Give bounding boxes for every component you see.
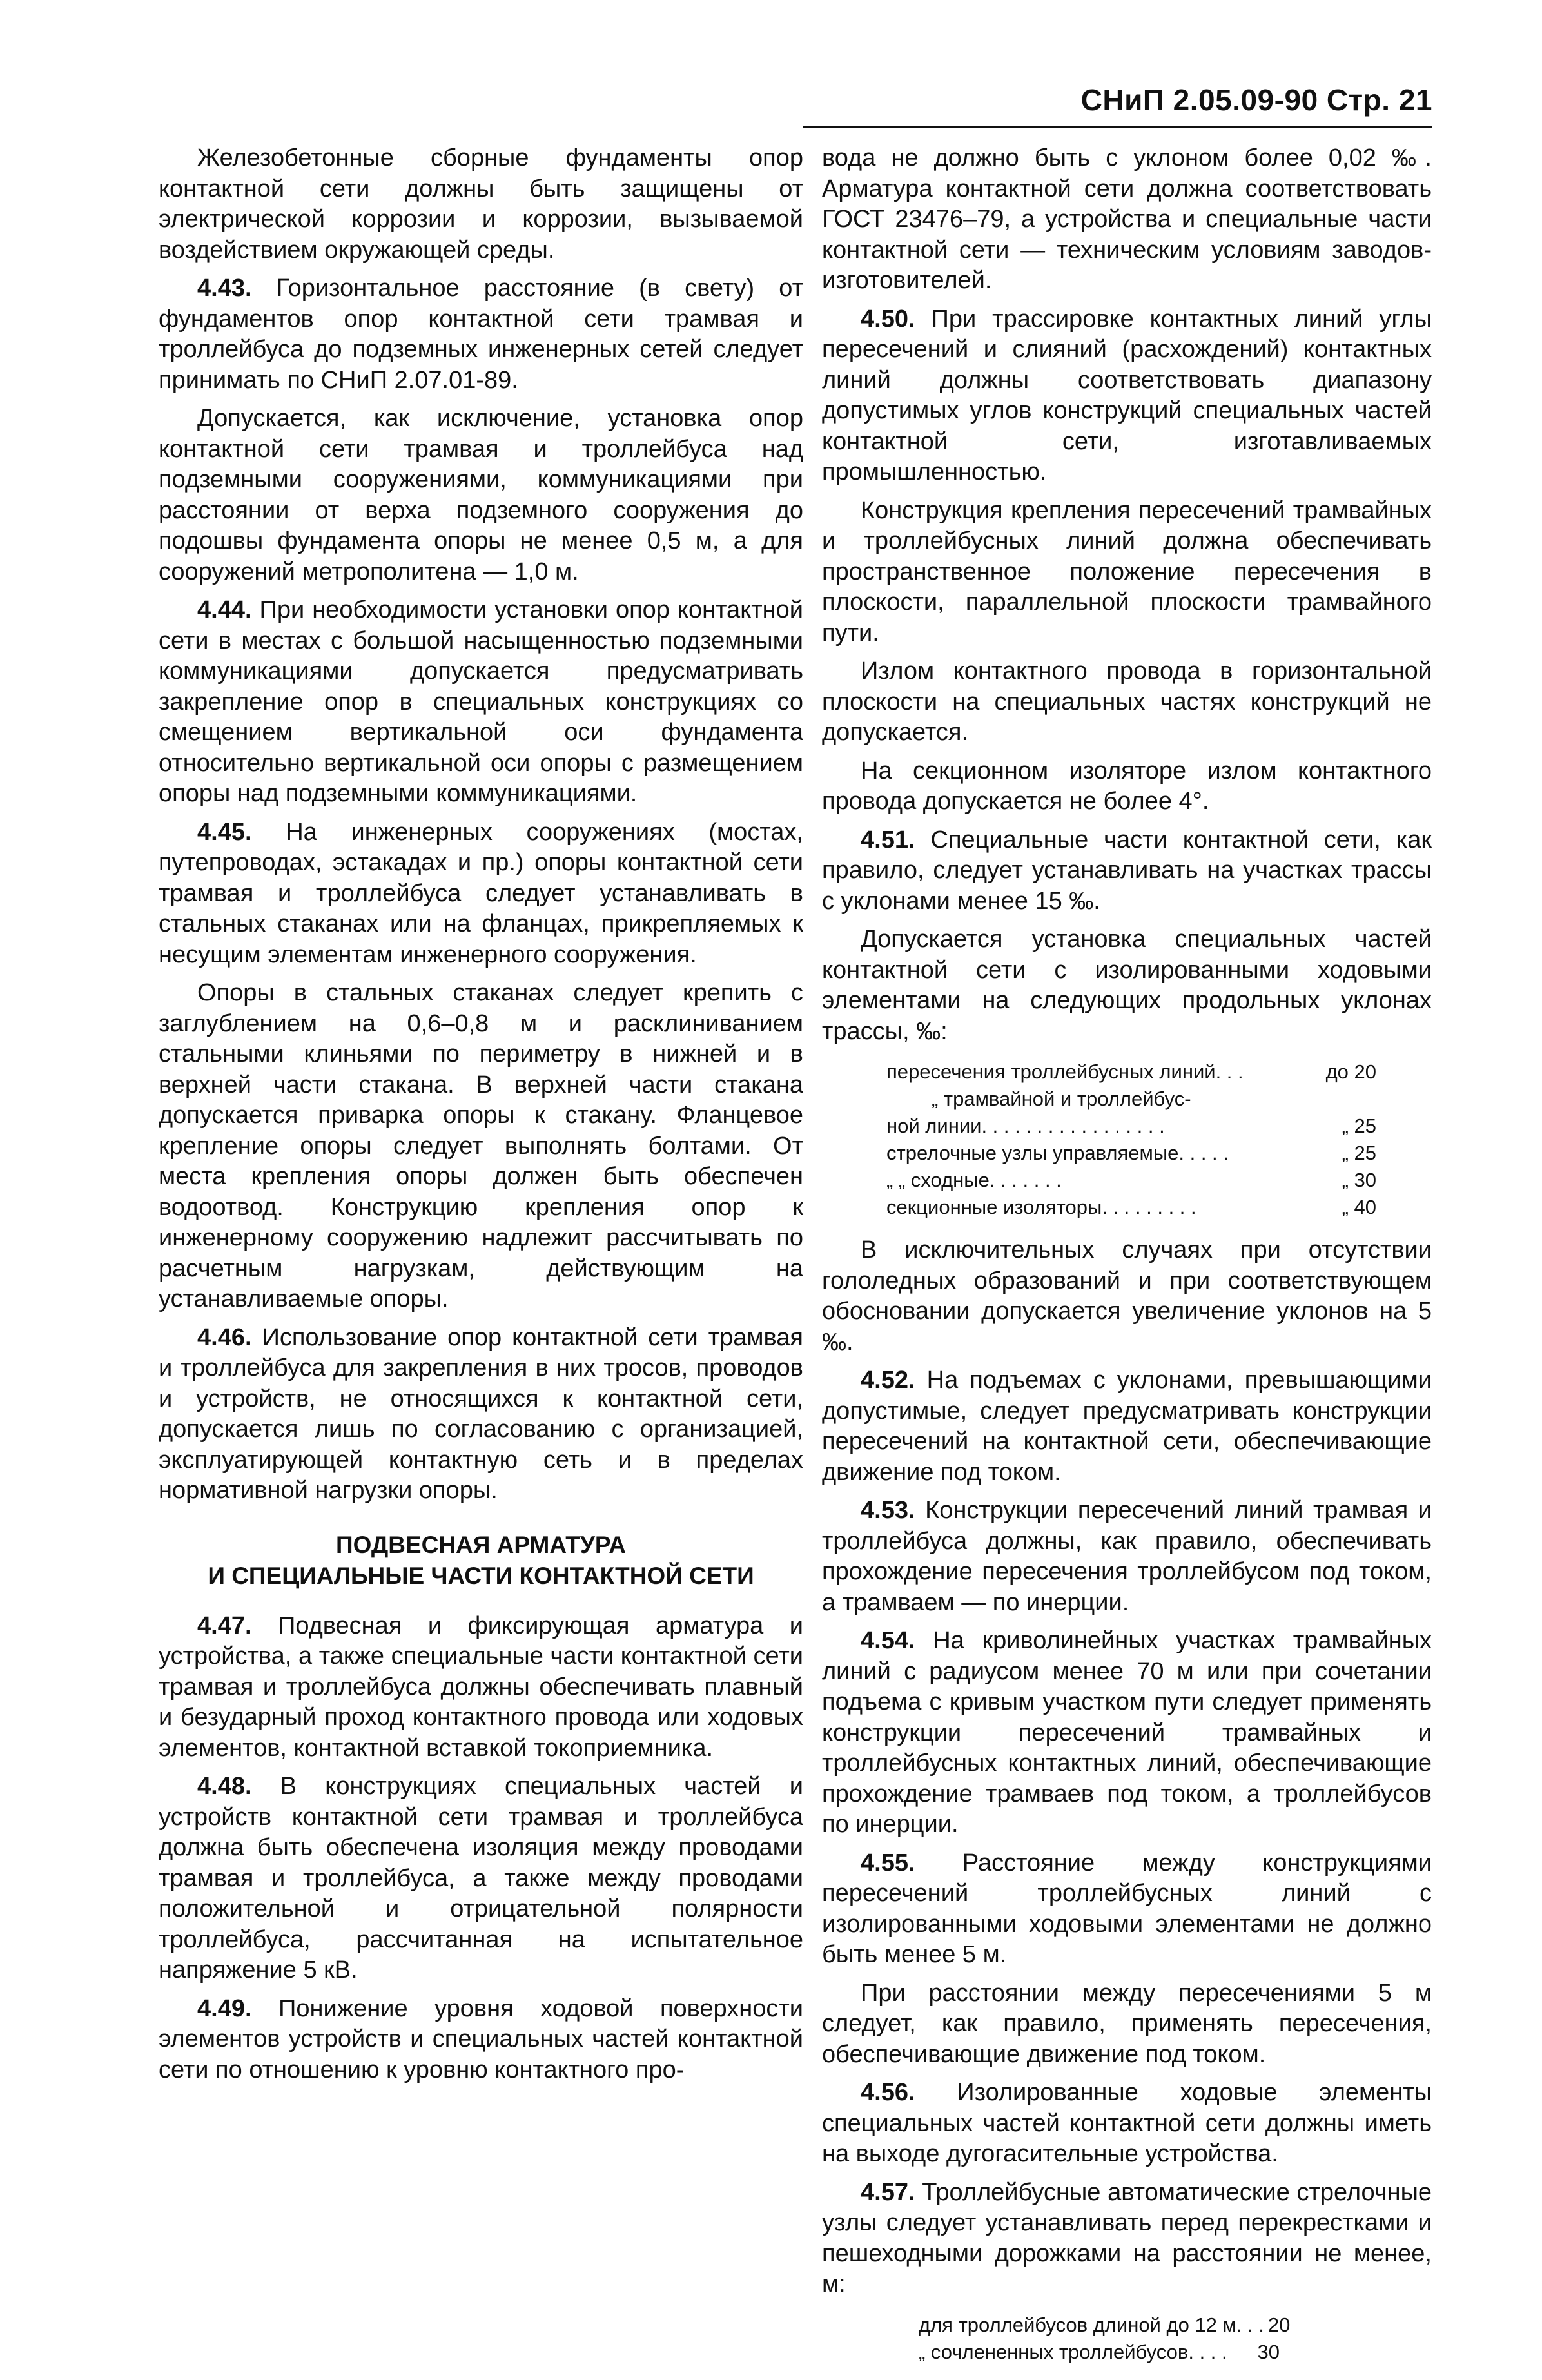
clause-number: 4.55. bbox=[861, 1849, 915, 1877]
clause-4-53 bbox=[822, 1496, 1432, 1618]
page-header: СНиП 2.05.09-90 Стр. 21 bbox=[1080, 83, 1432, 117]
leader-dots: . . . . . . . . . . . . . . . . . bbox=[981, 1115, 1165, 1137]
list-item-label: „ „ сходные bbox=[886, 1169, 990, 1191]
clause-4-51 bbox=[822, 825, 1432, 917]
list-item-label: „ сочлененных троллейбусов bbox=[919, 2340, 1189, 2363]
clause-4-57 bbox=[822, 2178, 1432, 2300]
section-heading-line: И СПЕЦИАЛЬНЫЕ ЧАСТИ КОНТАКТНОЙ СЕТИ bbox=[208, 1562, 754, 1589]
clause-number: 4.57. bbox=[861, 2178, 915, 2206]
clause-number: 4.45. bbox=[197, 818, 252, 846]
list-item bbox=[919, 2339, 1280, 2366]
clause-text: На криволинейных участках трамвайных линий с радиусом менее 70 м или при сочетании подъема с кривым участком пути следует применять конструкции пересечений трамвайных и троллейбусных контактных линий, обеспечивающие прохождение трамваев под током, а троллейбусов по инерции. bbox=[822, 1627, 1432, 1838]
left-column bbox=[159, 143, 803, 2093]
leader-dots: . . . . . bbox=[1178, 1142, 1229, 1164]
clause-text: Подвесная и фиксирующая арматура и устройства, а также специальные части контактной сети трамвая и троллейбуса должны обеспечивать плавный и безударный проход контактного провода или ходовых элементов, контактной вставкой токоприемника. bbox=[159, 1612, 803, 1762]
clause-text: Использование опор контактной сети трамвая и троллейбуса для закрепления в них тросов, проводов и устройств, не относящихся к контактной сети, допускается лишь по согласованию с организацией, эксплуатирующей контактную сеть и в пределах нормативной нагрузки опоры. bbox=[159, 1323, 804, 1504]
list-item-value: „ 25 bbox=[1342, 1115, 1376, 1137]
clause-text: Троллейбусные автоматические стрелочные узлы следует устанавливать перед перекрестками и пешеходными дорожками на расстоянии не менее, м: bbox=[822, 2178, 1432, 2297]
leader-dots: . . . . bbox=[1188, 2340, 1227, 2363]
list-item bbox=[919, 2312, 1291, 2339]
list-item-value: 30 bbox=[1257, 2340, 1280, 2363]
list-item-value: „ 30 bbox=[1342, 1169, 1376, 1191]
list-item bbox=[886, 1058, 1376, 1086]
clause-number: 4.47. bbox=[197, 1612, 252, 1639]
clause-text: На инженерных сооружениях (мостах, путепроводах, эстакадах и пр.) опоры контактной сети трамвая и троллейбуса следует устанавливать в стальных стаканах или на фланцах, прикрепляемых к несущим элементам инженерного сооружения. bbox=[159, 818, 803, 968]
clause-number: 4.43. bbox=[197, 275, 252, 302]
clause-number: 4.48. bbox=[197, 1773, 252, 1800]
leader-dots: . . . bbox=[1236, 2313, 1264, 2336]
paragraph: На секционном изоляторе излом контактного провода допускается не более 4°. bbox=[822, 757, 1432, 815]
leader-dots: . . . . . . . bbox=[989, 1169, 1062, 1191]
right-column bbox=[822, 143, 1432, 2380]
list-item bbox=[886, 1194, 1376, 1221]
clause-text: Понижение уровня ходовой поверхности элементов устройств и специальных частей контактной сети по отношению к уровню контактного про- bbox=[159, 1995, 804, 2083]
clause-4-49 bbox=[159, 1994, 803, 2086]
list-item-value: „ 25 bbox=[1342, 1142, 1376, 1164]
clause-4-52 bbox=[822, 1365, 1432, 1488]
list-item bbox=[886, 1167, 1376, 1194]
list-item-value bbox=[1372, 1086, 1376, 1113]
leader-dots: . . . bbox=[1215, 1060, 1244, 1083]
clause-number: 4.44. bbox=[197, 596, 252, 623]
paragraph: При расстоянии между пересечениями 5 м следует, как правило, применять пересечения, обеспечивающие движение под током. bbox=[822, 1979, 1432, 2068]
paragraph: Конструкция крепления пересечений трамвайных и троллейбусных линий должна обеспечивать пространственное положение пересечения в плоскости, параллельной плоскости трамвайного пути. bbox=[822, 496, 1432, 647]
paragraph: Допускается, как исключение, установка опор контактной сети трамвая и троллейбуса над подземными сооружениями, коммуникациями при расстоянии от верха подземного сооружения до подошвы фундамента опоры не менее 0,5 м, а для сооружений метрополитена — 1,0 м. bbox=[159, 405, 803, 585]
list-item-label: „ трамвайной и троллейбус- bbox=[932, 1088, 1191, 1110]
list-item-label: стрелочные узлы управляемые bbox=[886, 1142, 1179, 1164]
clause-text: Изолированные ходовые элементы специальных частей контактной сети должны иметь на выходе дугогасительные устройства. bbox=[822, 2079, 1432, 2167]
clause-text: При трассировке контактных линий углы пересечений и слияний (расхождений) контактных линий должны соответствовать диапазону допустимых углов конструкций специальных частей контактной сети, изготавливаемых промышленностью. bbox=[822, 305, 1432, 485]
list-item-value: до 20 bbox=[1325, 1060, 1376, 1083]
clause-text: Конструкции пересечений линий трамвая и троллейбуса должны, как правило, обеспечивать прохождение пересечения троллейбусом под током, а трамваем — по инерции. bbox=[822, 1497, 1432, 1616]
list-item bbox=[886, 1086, 1376, 1113]
list-item-label: для троллейбусов длиной до 12 м bbox=[919, 2313, 1236, 2336]
distance-list bbox=[919, 2312, 1291, 2366]
clause-4-43 bbox=[159, 273, 803, 396]
clause-text: При необходимости установки опор контактной сети в местах с большой насыщенностью подземными коммуникациями допускается предусматривать закрепление опор в специальных конструкциях со смещением вертикальной оси фундамента относительно вертикальной оси опоры с размещением опоры над подземными коммуникациями. bbox=[159, 596, 803, 807]
clause-number: 4.54. bbox=[861, 1627, 915, 1654]
clause-4-45 bbox=[159, 817, 803, 971]
clause-number: 4.52. bbox=[861, 1367, 915, 1394]
paragraph: Излом контактного провода в горизонтальной плоскости на специальных частях конструкций не допускается. bbox=[822, 658, 1432, 746]
header-rule bbox=[803, 126, 1432, 128]
list-item-label: пересечения троллейбусных линий bbox=[886, 1060, 1216, 1083]
clause-4-50 bbox=[822, 304, 1432, 488]
list-item-label: ной линии bbox=[886, 1115, 982, 1137]
paragraph: Допускается установка специальных частей контактной сети с изолированными ходовыми элементами на следующих продольных уклонах трассы, ‰: bbox=[822, 926, 1432, 1045]
slope-list bbox=[886, 1058, 1376, 1221]
clause-4-46 bbox=[159, 1323, 803, 1507]
section-heading-line: ПОДВЕСНАЯ АРМАТУРА bbox=[335, 1531, 627, 1558]
paragraph: В исключительных случаях при отсутствии гололедных образований и при соответствующем обосновании допускается увеличение уклонов на 5 ‰. bbox=[822, 1236, 1432, 1356]
clause-text: Специальные части контактной сети, как правило, следует устанавливать на участках трассы с уклонами менее 15 ‰. bbox=[822, 826, 1432, 915]
clause-text: На подъемах с уклонами, превышающими допустимые, следует предусматривать конструкции пересечений на контактной сети, обеспечивающие движение под током. bbox=[822, 1367, 1432, 1486]
clause-text: Горизонтальное расстояние (в свету) от фундаментов опор контактной сети трамвая и троллейбуса до подземных инженерных сетей следует принимать по СНиП 2.07.01-89. bbox=[159, 275, 803, 394]
clause-text: Расстояние между конструкциями пересечений троллейбусных линий с изолированными ходовыми элементами не должно быть менее 5 м. bbox=[822, 1849, 1432, 1968]
list-item-value: „ 40 bbox=[1342, 1196, 1376, 1218]
list-item bbox=[886, 1140, 1376, 1167]
paragraph: вода не должно быть с уклоном более 0,02 ‰. Арматура контактной сети должна соответствовать ГОСТ 23476–79, а устройства и специальные части контактной сети — техническим условиям заводов-изготовителей. bbox=[822, 144, 1432, 294]
list-item-label: секционные изоляторы bbox=[886, 1196, 1102, 1218]
clause-number: 4.49. bbox=[197, 1995, 252, 2022]
list-item bbox=[886, 1113, 1376, 1140]
leader-dots: . . . . . . . . . bbox=[1102, 1196, 1196, 1218]
section-heading bbox=[159, 1530, 803, 1592]
clause-4-56 bbox=[822, 2078, 1432, 2170]
clause-number: 4.53. bbox=[861, 1497, 915, 1524]
clause-4-47 bbox=[159, 1611, 803, 1764]
paragraph: Опоры в стальных стаканах следует крепить с заглублением на 0,6–0,8 м и расклиниванием стальными клиньями по периметру в нижней и в верхней части стакана. В верхней части стакана допускается приварка опоры к стакану. Фланцевое крепление опоры следует выполнять болтами. От места крепления опоры должен быть обеспечен водоотвод. Конструкцию крепления опор к инженерному сооружению надлежит рассчитывать по расчетным нагрузкам, действующим на устанавливаемые опоры. bbox=[159, 979, 803, 1312]
clause-text: В конструкциях специальных частей и устройств контактной сети трамвая и троллейбуса должна быть обеспечена изоляция между проводами трамвая и троллейбуса, а также между проводами положительной и отрицательной полярности троллейбуса, рассчитанная на испытательное напряжение 5 кВ. bbox=[159, 1773, 804, 1984]
clause-number: 4.50. bbox=[861, 305, 915, 333]
clause-4-44 bbox=[159, 595, 803, 810]
clause-number: 4.51. bbox=[861, 826, 915, 853]
paragraph: Железобетонные сборные фундаменты опор контактной сети должны быть защищены от электрической коррозии и коррозии, вызываемой воздействием окружающей среды. bbox=[159, 144, 803, 264]
list-item-value: 20 bbox=[1267, 2313, 1291, 2336]
clause-number: 4.46. bbox=[197, 1323, 252, 1351]
clause-4-54 bbox=[822, 1626, 1432, 1840]
clause-4-48 bbox=[159, 1771, 803, 1986]
clause-number: 4.56. bbox=[861, 2079, 915, 2106]
clause-4-55 bbox=[822, 1848, 1432, 1971]
leader-dots bbox=[1191, 1086, 1372, 1113]
